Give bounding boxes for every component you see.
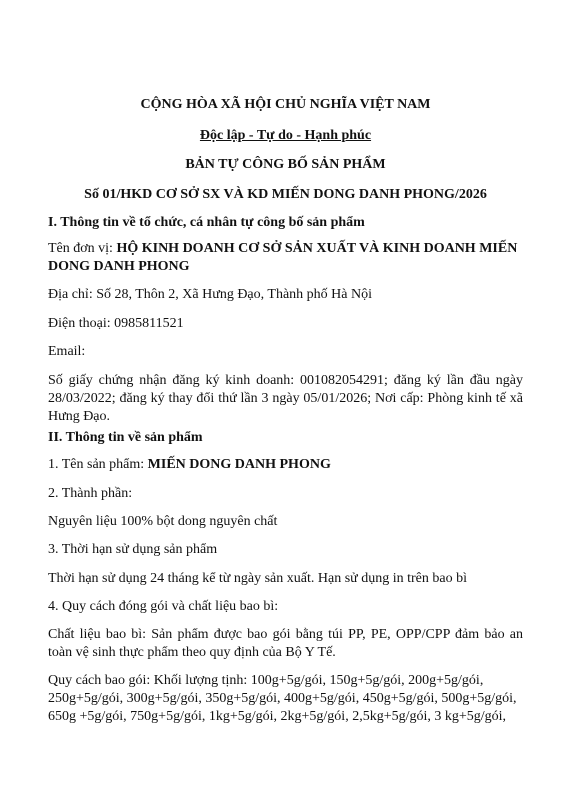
address-line: Địa chỉ: Số 28, Thôn 2, Xã Hưng Đạo, Thành phố Hà Nội (48, 287, 372, 302)
ingredients-label: 2. Thành phần: (48, 486, 133, 501)
packing-material-paragraph: Chất liệu bao bì: Sản phẩm được bao gói bằng túi PP, PE, OPP/CPP đảm bảo an toàn vệ sinh thực phẩm theo quy định của Bộ Y Tế. (48, 627, 523, 660)
unit-name-line-1 (48, 240, 528, 258)
packing-spec-line-3: 650g +5g/gói, 750g+5g/gói, 1kg+5g/gói, 2kg+5g/gói, 2,5kg+5g/gói, 3 kg+5g/gói, (48, 709, 507, 724)
document-number: Số 01/HKD CƠ SỞ SX VÀ KD MIẾN DONG DANH PHONG/2026 (84, 187, 487, 202)
ingredients-value: Nguyên liệu 100% bột dong nguyên chất (48, 514, 278, 529)
product-name-value: MIẾN DONG DANH PHONG (147, 457, 331, 472)
country-name: CỘNG HÒA XÃ HỘI CHỦ NGHĨA VIỆT NAM (140, 97, 431, 112)
business-license-paragraph: Số giấy chứng nhận đăng ký kinh doanh: 001082054291; đăng ký lần đầu ngày 28/03/2022; đăng ký thay đổi thứ lần 3 ngày 05/01/2026; Nơi cấp: Phòng kinh tế xã Hưng Đạo. (48, 373, 523, 424)
packing-label: 4. Quy cách đóng gói và chất liệu bao bì: (48, 599, 279, 614)
national-motto-text: Độc lập - Tự do - Hạnh phúc (199, 128, 372, 143)
section-1-heading: I. Thông tin về tổ chức, cá nhân tự công bố sản phẩm (48, 215, 365, 230)
email-line: Email: (48, 344, 86, 359)
product-name-label: 1. Tên sản phẩm: (48, 457, 148, 472)
unit-name-line-2: DONG DANH PHONG (48, 259, 190, 274)
packing-spec-line-1: Quy cách bao gói: Khối lượng tịnh: 100g+5g/gói, 150g+5g/gói, 200g+5g/gói, (48, 673, 484, 688)
unit-name-value: HỘ KINH DOANH CƠ SỞ SẢN XUẤT VÀ KINH DOANH MIẾN (116, 241, 518, 256)
unit-name-label: Tên đơn vị: (48, 241, 117, 256)
shelf-life-value: Thời hạn sử dụng 24 tháng kể từ ngày sản xuất. Hạn sử dụng in trên bao bì (48, 571, 467, 586)
national-motto (0, 127, 571, 145)
packing-spec-line-2: 250g+5g/gói, 300g+5g/gói, 350g+5g/gói, 400g+5g/gói, 450g+5g/gói, 500g+5g/gói, (48, 691, 517, 706)
shelf-life-label: 3. Thời hạn sử dụng sản phẩm (48, 542, 218, 557)
phone-line: Điện thoại: 0985811521 (48, 316, 184, 331)
document-title: BẢN TỰ CÔNG BỐ SẢN PHẨM (185, 157, 386, 172)
section-2-heading: II. Thông tin về sản phẩm (48, 430, 203, 445)
product-name-line (48, 456, 528, 474)
